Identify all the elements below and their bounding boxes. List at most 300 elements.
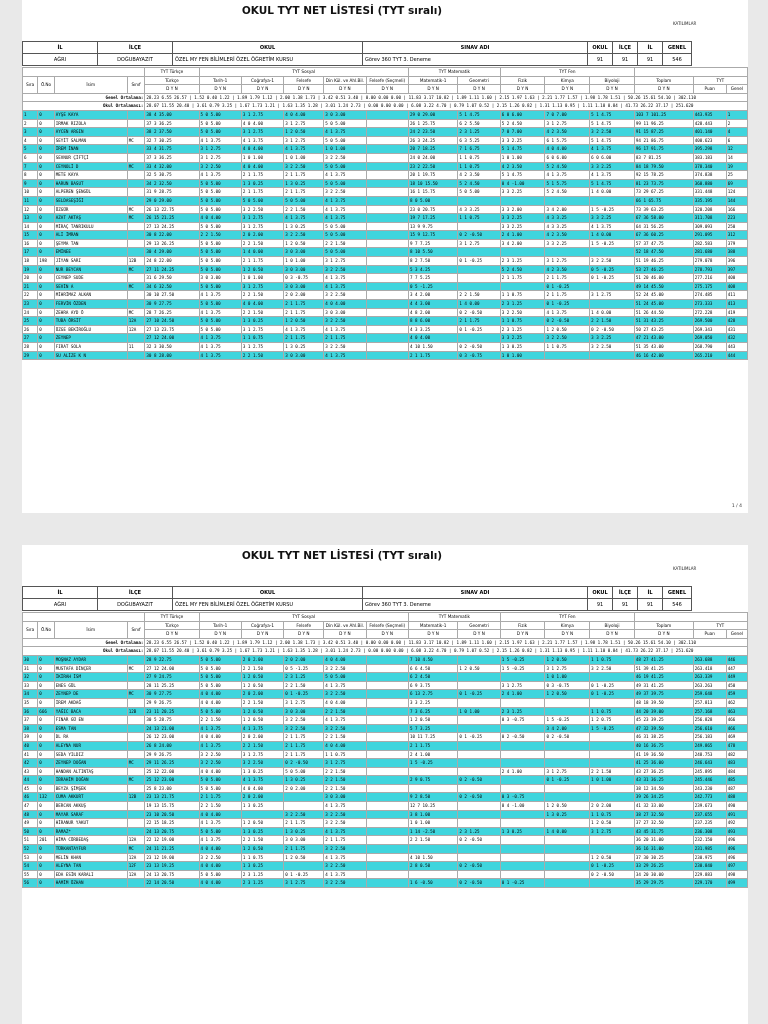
score-cell: 2 3 1.25: [500, 707, 545, 716]
score-cell: [590, 351, 635, 360]
score-cell: 34 6 32.50: [145, 282, 199, 291]
student-name-cell: ALEYNA NUR: [54, 741, 127, 750]
student-row: [23, 351, 748, 360]
score-cell: [500, 759, 545, 768]
score-cell: [127, 248, 145, 257]
subject-header: TYT: [693, 76, 747, 85]
score-cell: 3 1 2.75: [284, 136, 324, 145]
score-cell: [458, 248, 500, 257]
score-cell: 46 19 41.25: [634, 673, 693, 682]
score-cell: 0: [38, 136, 54, 145]
score-cell: 29 13 26.25: [145, 239, 199, 248]
score-cell: [458, 741, 500, 750]
score-cell: 30 5 28.75: [145, 716, 199, 725]
score-cell: 1 3 0.25: [241, 827, 283, 836]
score-cell: 1 4 0.00: [458, 300, 500, 309]
score-cell: [545, 784, 590, 793]
score-cell: 15 9 12.75: [408, 231, 457, 240]
score-cell: 29 0 29.00: [145, 196, 199, 205]
score-cell: 11: [127, 343, 145, 352]
score-cell: 3 2 2.50: [284, 810, 324, 819]
score-cell: 5 0 5.00: [284, 767, 324, 776]
student-name-cell: ZEYNEP DE: [54, 690, 127, 699]
score-cell: 24 11 21.25: [145, 845, 199, 854]
student-row: [23, 784, 748, 793]
score-cell: 45: [23, 784, 38, 793]
score-cell: 96 17 91.75: [634, 145, 693, 154]
score-cell: 48 18 39.50: [634, 698, 693, 707]
score-cell: 1 2 0.50: [408, 716, 457, 725]
score-cell: 0 2 -0.50: [545, 733, 590, 742]
score-cell: 10 11 7.25: [408, 733, 457, 742]
score-cell: 43: [23, 767, 38, 776]
score-cell: 7 7 5.25: [408, 274, 457, 283]
score-cell: 48 27 41.25: [634, 655, 693, 664]
score-cell: 4: [23, 136, 38, 145]
score-cell: 5 0 5.00: [199, 248, 241, 257]
score-cell: 269.050: [693, 334, 726, 343]
student-name-cell: FERVİN ÖZDEN: [54, 300, 127, 309]
info-header-cell: İLÇE: [98, 587, 173, 599]
score-cell: 1 14 -2.50: [408, 827, 457, 836]
score-cell: [408, 870, 457, 879]
score-cell: 3 3 2.25: [590, 214, 635, 223]
dyn-header: D Y N: [145, 630, 199, 639]
score-cell: [545, 879, 590, 888]
student-row: [23, 802, 748, 811]
score-cell: [366, 845, 408, 854]
average-label: Okul Ortalaması:: [23, 102, 145, 111]
score-cell: 3 3 2.25: [500, 334, 545, 343]
score-cell: 4 3 3.25: [408, 325, 457, 334]
score-cell: 0 3 -0.75: [284, 274, 324, 283]
student-row: [23, 248, 748, 257]
score-cell: MC: [127, 845, 145, 854]
student-row: [23, 741, 748, 750]
score-cell: 374.838: [693, 171, 726, 180]
score-cell: 0 2 -0.50: [458, 308, 500, 317]
score-cell: 3 3 2.25: [590, 334, 635, 343]
student-name-cell: SELDASEŞİĞİ: [54, 196, 127, 205]
student-row: [23, 698, 748, 707]
score-cell: [458, 265, 500, 274]
score-cell: 38 2 37.50: [145, 128, 199, 137]
student-row: [23, 707, 748, 716]
score-cell: 2 2 1.50: [241, 351, 283, 360]
score-cell: 263.418: [693, 664, 726, 673]
score-cell: 0 1 -0.25: [458, 325, 500, 334]
score-cell: 309.093: [693, 222, 726, 231]
report-title: OKUL TYT NET LİSTESİ (TYT sıralı): [241, 5, 443, 17]
score-cell: 268.790: [693, 343, 726, 352]
score-cell: 265.210: [693, 351, 726, 360]
score-cell: 1 1 0.75: [458, 214, 500, 223]
score-cell: 1 2 0.50: [590, 819, 635, 828]
genel-header: Genel: [726, 630, 747, 639]
score-cell: 3 0 3.00: [284, 836, 324, 845]
score-cell: [241, 810, 283, 819]
score-cell: 30 10 27.50: [145, 291, 199, 300]
score-cell: 7 0 7.00: [545, 110, 590, 119]
score-cell: 378.340: [693, 162, 726, 171]
score-cell: 4 1 3.75: [590, 145, 635, 154]
score-cell: 3 2 2.50: [241, 205, 283, 214]
score-cell: [127, 179, 145, 188]
score-cell: 2 0 2.00: [241, 231, 283, 240]
score-cell: 0 5 -0.25: [590, 265, 635, 274]
score-cell: 26 15 21.25: [145, 214, 199, 223]
score-cell: 13: [23, 214, 38, 223]
score-cell: 2 0 2.00: [241, 733, 283, 742]
score-cell: 30 8 28.00: [145, 351, 199, 360]
score-cell: 0: [38, 664, 54, 673]
score-cell: 56: [23, 879, 38, 888]
score-cell: 8: [23, 171, 38, 180]
score-cell: 24 13 20.75: [145, 827, 199, 836]
score-cell: 232.150: [693, 836, 726, 845]
score-cell: 2 2 1.50: [241, 664, 283, 673]
score-cell: 31 9 28.75: [145, 188, 199, 197]
score-cell: 2 1 1.75: [284, 750, 324, 759]
score-cell: 4 0 4.00: [199, 810, 241, 819]
score-cell: 2 3 1.25: [458, 827, 500, 836]
score-cell: [590, 793, 635, 802]
score-cell: 4 1 3.75: [324, 128, 366, 137]
score-cell: 6 0 6.00: [500, 110, 545, 119]
score-cell: 1 3 0.25: [284, 179, 324, 188]
score-cell: [590, 196, 635, 205]
score-cell: 498: [726, 870, 747, 879]
score-cell: 5 0 5.00: [199, 265, 241, 274]
score-cell: 0: [38, 827, 54, 836]
score-cell: 250: [726, 222, 747, 231]
score-cell: 1 0 1.00: [408, 819, 457, 828]
score-cell: 3 0 3.00: [284, 265, 324, 274]
score-cell: 6 0 6.00: [590, 153, 635, 162]
score-cell: 6 3 5.25: [458, 136, 500, 145]
score-cell: 3 1 2.75: [500, 681, 545, 690]
score-cell: [366, 196, 408, 205]
score-cell: 6 2 4.50: [408, 673, 457, 682]
score-cell: 2 3 1.25: [500, 325, 545, 334]
student-name-cell: BEYZA ŞİMŞEK: [54, 784, 127, 793]
score-cell: 2 2 1.50: [408, 836, 457, 845]
score-cell: 2 4 1.00: [500, 690, 545, 699]
score-cell: 37 3 36.25: [145, 119, 199, 128]
score-cell: 335.195: [693, 196, 726, 205]
score-cell: 52 24 45.00: [634, 291, 693, 300]
student-row: [23, 162, 748, 171]
score-cell: 198: [38, 257, 54, 266]
score-cell: 0 3 -0.75: [500, 716, 545, 725]
subject-header: Coğrafya-1: [241, 621, 283, 630]
score-cell: [366, 862, 408, 871]
score-cell: 2 4 1.00: [408, 750, 457, 759]
score-cell: 485: [726, 776, 747, 785]
student-name-cell: İBRAHİM DOĞAN: [54, 776, 127, 785]
score-cell: 2 9 0.75: [408, 776, 457, 785]
score-cell: 360.880: [693, 179, 726, 188]
score-cell: 1 0 1.00: [284, 257, 324, 266]
score-cell: 263.263: [693, 681, 726, 690]
score-cell: 55: [23, 870, 38, 879]
score-cell: 5 0 5.00: [199, 119, 241, 128]
score-cell: 22 15 18.25: [145, 819, 199, 828]
score-cell: 29: [23, 351, 38, 360]
score-cell: 2 1 1.75: [284, 845, 324, 854]
score-cell: 469: [726, 733, 747, 742]
score-cell: 312: [726, 231, 747, 240]
score-cell: 0: [38, 248, 54, 257]
score-cell: [127, 188, 145, 197]
score-cell: 50 27 43.25: [634, 325, 693, 334]
score-cell: MC: [127, 265, 145, 274]
score-cell: 9 2 8.50: [408, 793, 457, 802]
score-cell: [500, 698, 545, 707]
table-group-header-row: [23, 613, 748, 622]
dyn-header: D Y N: [634, 85, 693, 94]
score-cell: 5 0 5.00: [199, 827, 241, 836]
score-cell: 493: [726, 827, 747, 836]
dyn-header: D Y N: [458, 85, 500, 94]
score-cell: 3 0 3.00: [284, 707, 324, 716]
score-cell: 3 1 2.75: [241, 110, 283, 119]
score-cell: 25: [726, 171, 747, 180]
student-row: [23, 827, 748, 836]
score-cell: 46 31 38.25: [634, 733, 693, 742]
score-cell: 22: [23, 291, 38, 300]
score-cell: [500, 750, 545, 759]
student-name-cell: FIRAT SOLA: [54, 343, 127, 352]
score-cell: 3 2 2.50: [199, 759, 241, 768]
score-cell: 3 0 3.00: [324, 308, 366, 317]
score-cell: [366, 802, 408, 811]
score-cell: 2 1 1.75: [408, 741, 457, 750]
score-cell: 2 0 2.00: [241, 690, 283, 699]
katilimcilar-label: KATILIMLAR: [673, 566, 697, 571]
score-cell: 3 2 2.50: [590, 664, 635, 673]
score-cell: 94 21 86.75: [634, 136, 693, 145]
score-cell: [545, 351, 590, 360]
score-cell: 5 0 5.00: [199, 655, 241, 664]
score-cell: 4 0 4.00: [199, 698, 241, 707]
student-name-cell: AYCEN ARGIN: [54, 128, 127, 137]
info-value-cell: 91: [613, 599, 638, 611]
score-cell: 12A: [127, 325, 145, 334]
score-cell: 242.773: [693, 793, 726, 802]
score-cell: 2 3 1.25: [284, 673, 324, 682]
dyn-header: D Y N: [408, 85, 457, 94]
score-cell: MC: [127, 136, 145, 145]
score-cell: 41 32 33.00: [634, 802, 693, 811]
score-cell: 1 3 0.25: [545, 810, 590, 819]
student-name-cell: FINAR GÜ EN: [54, 716, 127, 725]
score-cell: 12A: [127, 317, 145, 326]
student-name-cell: ZEYNEP: [54, 334, 127, 343]
group-header-cell: TYT Sosyal: [199, 613, 408, 622]
score-cell: 19 7 17.25: [408, 214, 457, 223]
score-cell: 4 3 3.25: [545, 214, 590, 223]
exam-info-table: [22, 41, 692, 66]
score-cell: 274.485: [693, 291, 726, 300]
student-name-cell: ALPEREN ŞENGÜL: [54, 188, 127, 197]
score-cell: 1 5 -0.25: [590, 239, 635, 248]
score-cell: 3 2 2.50: [324, 291, 366, 300]
score-cell: 49 14 45.50: [634, 282, 693, 291]
score-cell: [366, 308, 408, 317]
score-cell: 0 3 -0.75: [458, 351, 500, 360]
score-cell: 0 2 -0.50: [500, 733, 545, 742]
score-cell: [366, 145, 408, 154]
subject-header: Din Kül. ve Ahl.Bil.: [324, 621, 366, 630]
score-cell: 236.308: [693, 827, 726, 836]
score-cell: 1 0 1.00: [284, 153, 324, 162]
score-cell: 0: [38, 733, 54, 742]
score-cell: 4 1 3.75: [324, 274, 366, 283]
score-cell: 0: [38, 291, 54, 300]
student-name-cell: METE KAYA: [54, 171, 127, 180]
subject-header: TYT: [693, 621, 747, 630]
score-cell: 223: [726, 214, 747, 223]
info-header-cell: OKUL: [588, 42, 613, 54]
score-cell: [366, 162, 408, 171]
score-cell: 29 9 26.75: [145, 750, 199, 759]
score-cell: 3 0 3.00: [324, 110, 366, 119]
subject-header: Matematik-1: [408, 76, 457, 85]
score-cell: 1 0 1.00: [324, 145, 366, 154]
student-row: [23, 759, 748, 768]
score-cell: 4 0 4.00: [545, 145, 590, 154]
score-cell: 91 15 87.25: [634, 128, 693, 137]
info-value-cell: AĞRI: [23, 599, 98, 611]
score-cell: 275.175: [693, 282, 726, 291]
score-cell: [127, 300, 145, 309]
score-cell: 50: [23, 827, 38, 836]
student-row: [23, 724, 748, 733]
score-cell: 3 3 2.25: [500, 214, 545, 223]
score-cell: 2 2 1.50: [590, 767, 635, 776]
student-row: [23, 179, 748, 188]
score-cell: 443.935: [693, 110, 726, 119]
student-row: [23, 205, 748, 214]
score-cell: 0 5 -1.25: [284, 664, 324, 673]
score-cell: [366, 188, 408, 197]
score-cell: 450: [726, 681, 747, 690]
info-value-cell: AĞRI: [23, 54, 98, 66]
score-cell: 3 1 2.75: [241, 282, 283, 291]
info-header-cell: İLÇE: [613, 42, 638, 54]
score-cell: 1 5 -0.25: [408, 759, 457, 768]
score-cell: 24 0 24.00: [408, 153, 457, 162]
score-cell: 0: [38, 716, 54, 725]
info-value-cell: Görev 360 TYT 3. Deneme: [363, 54, 588, 66]
student-name-cell: ŞEYMA TAN: [54, 239, 127, 248]
score-cell: 3 2 2.50: [241, 759, 283, 768]
score-cell: 5 0 5.00: [458, 188, 500, 197]
score-cell: [590, 698, 635, 707]
score-cell: 2 1 1.75: [284, 300, 324, 309]
group-header-cell: TYT Matematik: [408, 68, 500, 77]
score-cell: 3 2 2.50: [284, 724, 324, 733]
score-cell: 92 15 78.25: [634, 171, 693, 180]
score-cell: 2 1 1.75: [284, 733, 324, 742]
score-cell: [127, 274, 145, 283]
score-cell: 34 2 32.50: [145, 179, 199, 188]
student-row: [23, 222, 748, 231]
score-cell: 0: [38, 655, 54, 664]
subject-header: Din Kül. ve Ahl.Bil.: [324, 76, 366, 85]
score-cell: 282.583: [693, 239, 726, 248]
score-cell: 41 19 36.50: [634, 750, 693, 759]
group-header-cell: TYT Fen: [500, 68, 634, 77]
score-cell: [500, 196, 545, 205]
score-cell: [458, 282, 500, 291]
score-cell: 69: [726, 179, 747, 188]
score-cell: 32 3 30.50: [145, 343, 199, 352]
score-cell: 47 32 39.50: [634, 724, 693, 733]
dyn-header: D Y N: [366, 85, 408, 94]
score-cell: 52: [23, 845, 38, 854]
score-cell: 2 3 1.25: [500, 300, 545, 309]
score-cell: 12A: [127, 836, 145, 845]
student-name-cell: BERCAN AKKUŞ: [54, 802, 127, 811]
score-cell: 1 3 0.25: [241, 767, 283, 776]
score-cell: 432: [726, 334, 747, 343]
score-cell: 4 0 4.00: [199, 767, 241, 776]
score-cell: 1 2 0.50: [241, 673, 283, 682]
score-cell: 4 1 3.75: [199, 741, 241, 750]
score-cell: 1 2 0.50: [590, 853, 635, 862]
score-cell: 3 2 2.50: [284, 162, 324, 171]
score-cell: 2 3 1.25: [500, 257, 545, 266]
score-cell: 3 2 2.50: [545, 334, 590, 343]
info-value-cell: DOĞUBAYAZIT: [98, 54, 173, 66]
score-cell: 22 14 20.50: [145, 879, 199, 888]
score-cell: 2 3 1.25: [241, 879, 283, 888]
subject-header: Tarih-1: [199, 76, 241, 85]
score-cell: [500, 862, 545, 871]
score-cell: 4 3 3.25: [545, 222, 590, 231]
score-cell: [366, 334, 408, 343]
score-cell: 2 3 1.25: [241, 870, 283, 879]
score-cell: 43 31 36.25: [634, 776, 693, 785]
score-cell: 5 1 4.75: [500, 145, 545, 154]
student-row: [23, 819, 748, 828]
score-cell: 2 3 1.25: [458, 128, 500, 137]
score-cell: 0: [38, 698, 54, 707]
average-values: 28.23 6.55 26.57 | 1.52 0.40 1.22 | 1.89 1.79 1.12 | 2.00 1.38 1.73 | 3.42 0.51 3.40 | 0.00 0.00 0.00 | 11.83 3.17 10.82 | 1.89 1.11 1.60 | 2.15 1.97 1.63 | 2.21 1.77 1.57 | 1.98 1.78 1.51 | 50.26 15.61 54.10 | 302.110: [145, 93, 748, 102]
score-cell: 279.078: [693, 257, 726, 266]
info-header-cell: İL: [23, 587, 98, 599]
student-row: [23, 810, 748, 819]
score-cell: 0 1 -0.25: [590, 862, 635, 871]
student-name-cell: ALİ İMRAN: [54, 231, 127, 240]
score-cell: 1 1 0.75: [590, 655, 635, 664]
score-cell: 44 20 39.00: [634, 707, 693, 716]
score-cell: 5 1 4.75: [590, 119, 635, 128]
score-cell: 4 0 4.00: [199, 879, 241, 888]
student-name-cell: CEYNEP SUDE: [54, 274, 127, 283]
score-cell: 84 18 79.50: [634, 162, 693, 171]
dyn-header: D Y N: [500, 630, 545, 639]
student-row: [23, 308, 748, 317]
score-cell: [590, 741, 635, 750]
score-cell: 246.643: [693, 759, 726, 768]
score-cell: 1 2 0.50: [545, 690, 590, 699]
info-value-cell: 91: [588, 54, 613, 66]
score-cell: 2 1 1.75: [324, 334, 366, 343]
score-cell: 124: [726, 188, 747, 197]
